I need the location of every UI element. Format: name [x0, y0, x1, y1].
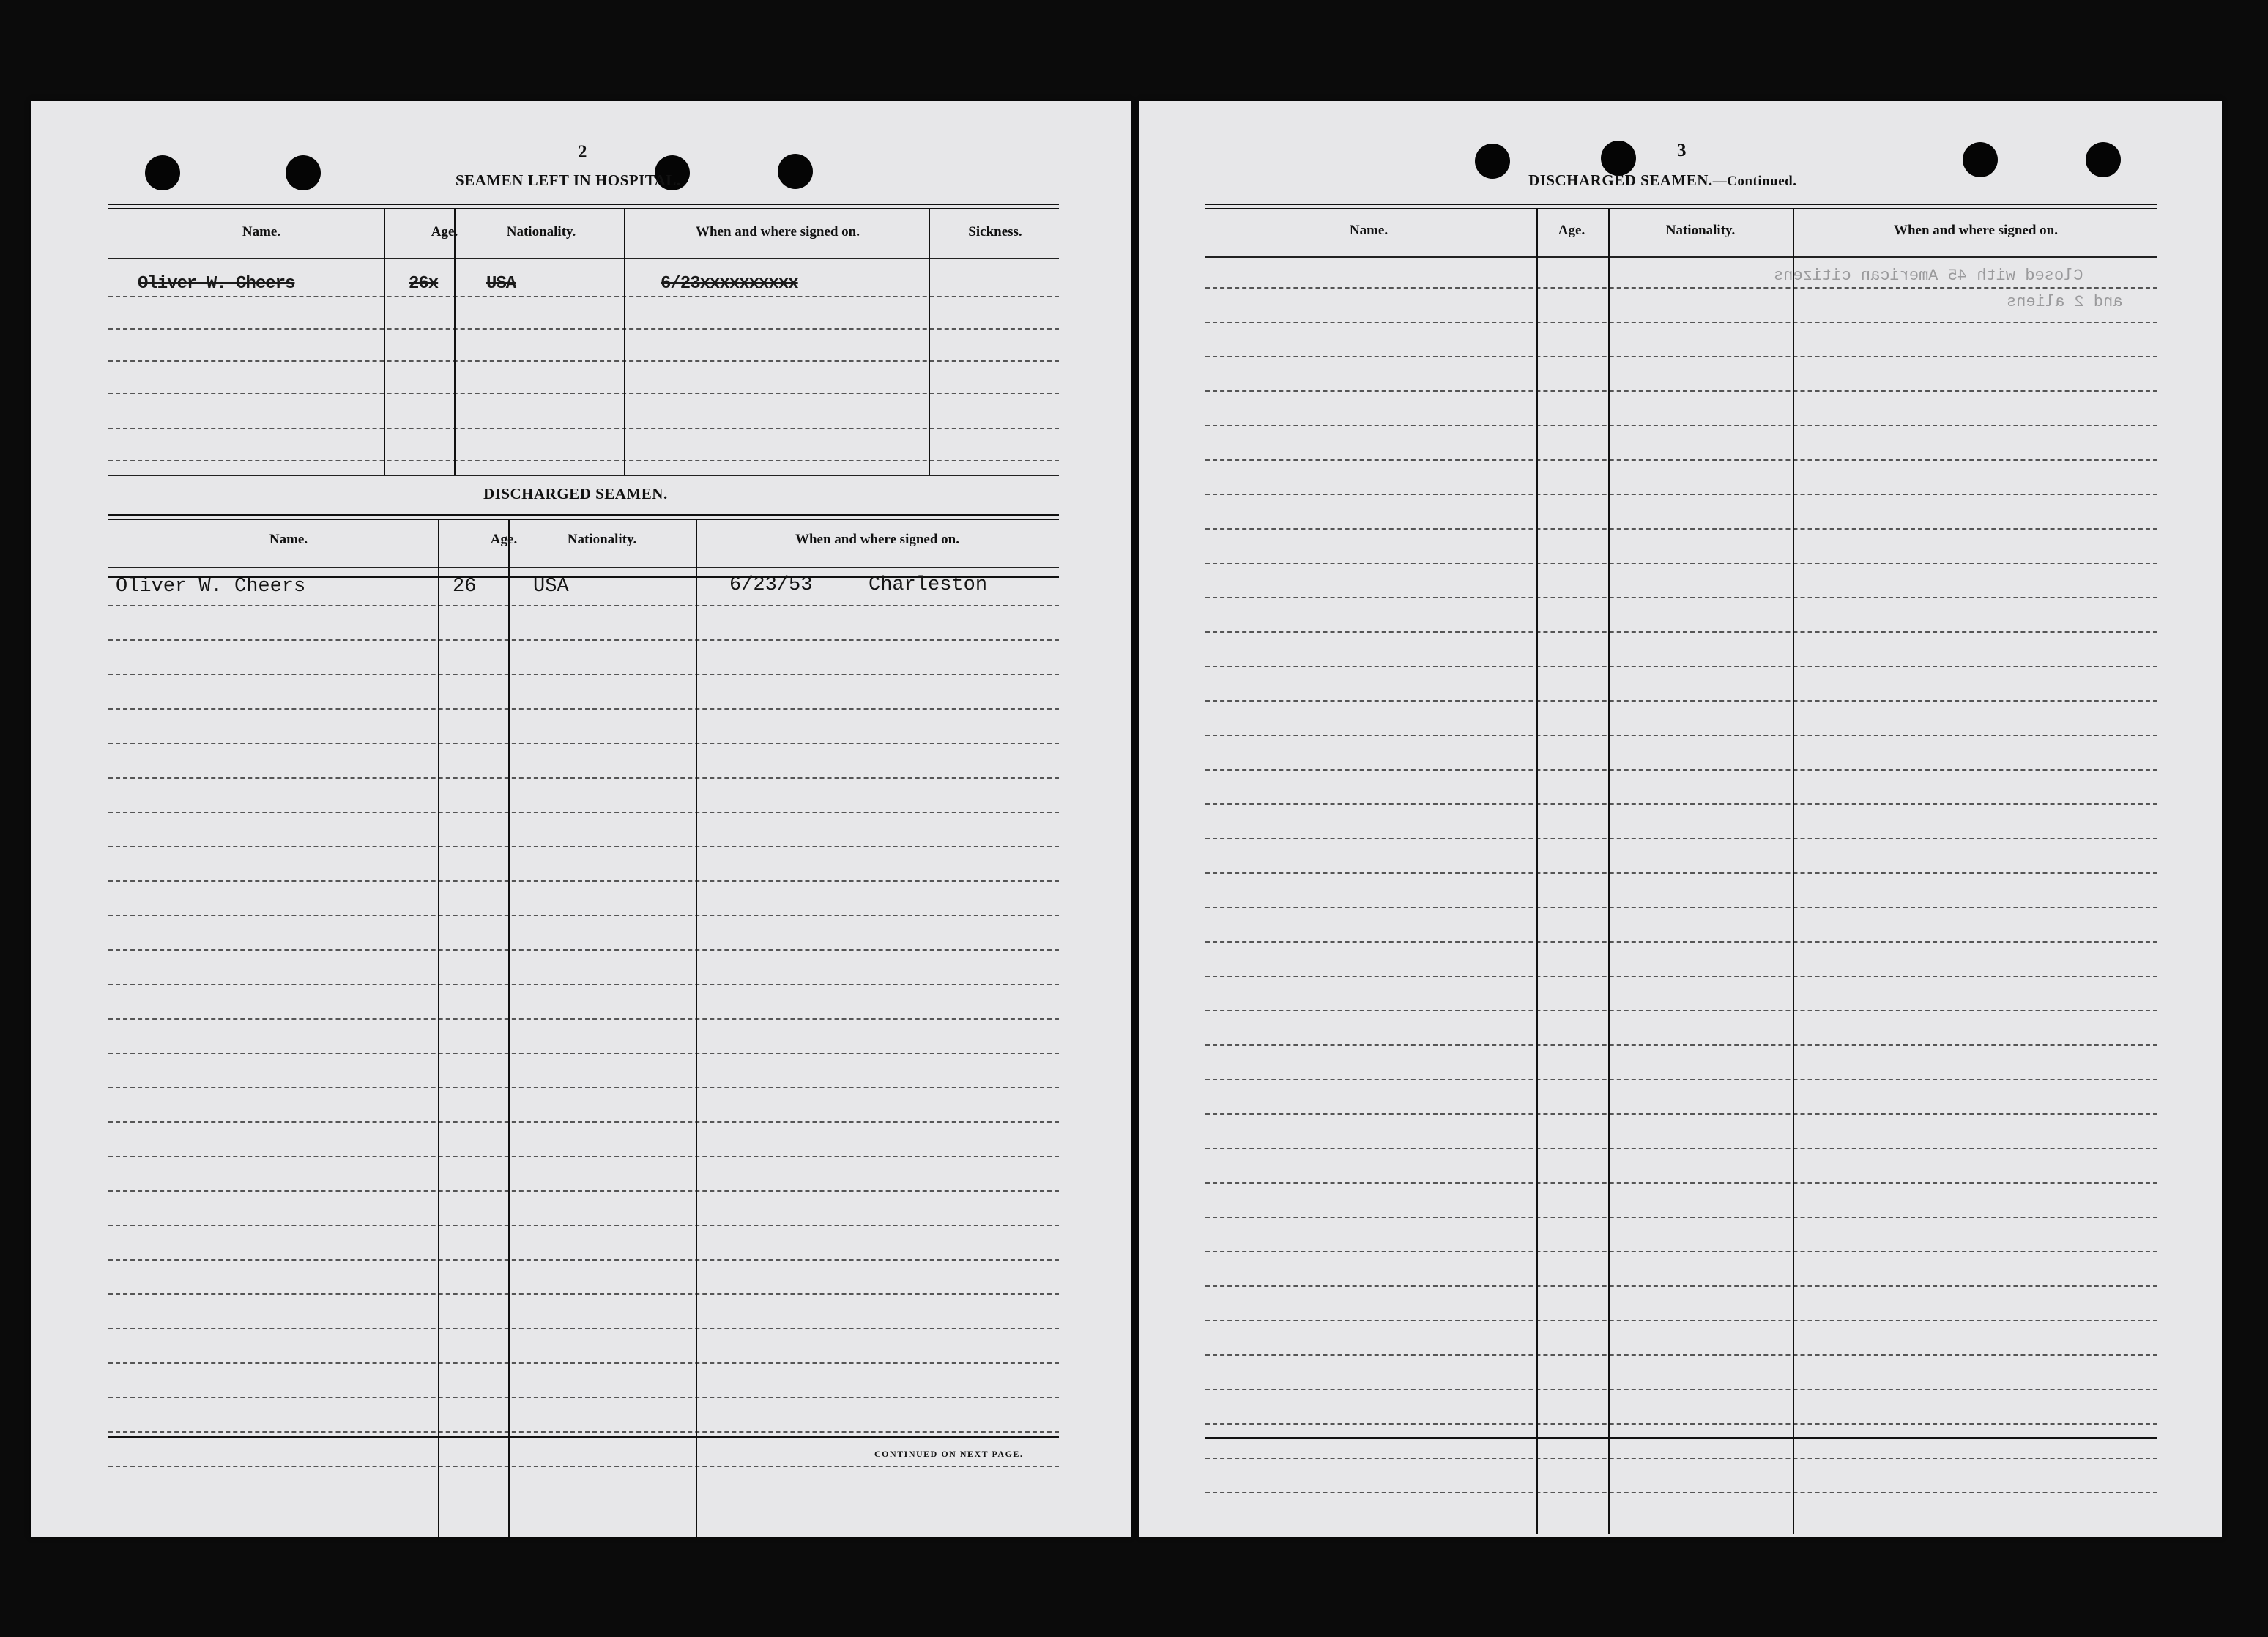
col-nationality: Nationality. [506, 224, 576, 240]
ruled-line [1205, 976, 2157, 977]
header-rule [1205, 256, 2157, 258]
ruled-line [108, 360, 1059, 362]
ruled-line [108, 1053, 1059, 1054]
ruled-line [1205, 1148, 2157, 1149]
ruled-line [1205, 1389, 2157, 1390]
ruled-line [108, 1362, 1059, 1364]
ruled-line [108, 1156, 1059, 1157]
ruled-line [1205, 700, 2157, 702]
ruled-line [1205, 769, 2157, 771]
col-name: Name. [242, 224, 281, 240]
ruled-line [108, 1087, 1059, 1088]
ruled-line [1205, 1217, 2157, 1218]
punch-hole [778, 154, 813, 189]
ruled-line [108, 812, 1059, 813]
ruled-line [108, 1259, 1059, 1261]
ruled-line [108, 915, 1059, 916]
ruled-line [1205, 1320, 2157, 1321]
table-top-rule [1205, 204, 2157, 209]
ruled-line [1205, 597, 2157, 598]
hospital-row-age: 26x [409, 274, 439, 294]
show-through-text: Closed with 45 American citizens [1774, 267, 2083, 285]
ruled-line [1205, 563, 2157, 564]
ruled-line [108, 328, 1059, 330]
ruled-line [108, 743, 1059, 744]
ruled-line [1205, 356, 2157, 357]
footer-note: CONTINUED ON NEXT PAGE. [874, 1449, 1024, 1459]
ruled-line [108, 1225, 1059, 1226]
discharged-row-date: 6/23/53 [729, 574, 813, 596]
ruled-line [108, 708, 1059, 710]
ruled-line [108, 1466, 1059, 1467]
ruled-line [1205, 1010, 2157, 1011]
ruled-line [1205, 1079, 2157, 1080]
col-nationality: Nationality. [567, 532, 637, 547]
ruled-line [1205, 872, 2157, 874]
ruled-line [1205, 390, 2157, 392]
ruled-line [1205, 287, 2157, 289]
col-nationality: Nationality. [1665, 223, 1736, 238]
ruled-line [108, 1397, 1059, 1398]
col-divider [438, 519, 439, 1537]
ruled-line [108, 605, 1059, 606]
show-through-text: and 2 aliens [2007, 293, 2123, 311]
right-page [1139, 101, 2222, 1537]
discharged-row-age: 26 [453, 576, 477, 598]
table-bottom-rule [108, 1436, 1059, 1438]
ruled-line [1205, 1113, 2157, 1115]
ruled-line [1205, 666, 2157, 667]
col-age: Age. [490, 532, 518, 547]
col-signed-on: When and where signed on. [1893, 223, 2058, 238]
page-number: 3 [1677, 141, 1687, 160]
ruled-line [108, 460, 1059, 461]
col-age: Age. [431, 224, 458, 240]
ruled-line [1205, 322, 2157, 323]
col-sickness: Sickness. [968, 224, 1022, 240]
punch-hole [1475, 144, 1510, 179]
col-name: Name. [269, 532, 308, 547]
table-top-rule [108, 514, 1059, 520]
col-signed-on: When and where signed on. [795, 532, 959, 547]
col-divider [624, 208, 625, 475]
ruled-line [108, 846, 1059, 847]
ruled-line [1205, 631, 2157, 633]
ruled-line [1205, 494, 2157, 495]
header-rule [108, 567, 1059, 568]
ruled-line [108, 880, 1059, 882]
ruled-line [108, 393, 1059, 394]
discharged-section-title: DISCHARGED SEAMEN. [483, 485, 668, 502]
ruled-line [108, 1121, 1059, 1123]
ruled-line [1205, 1354, 2157, 1356]
table-bottom-rule [1205, 1437, 2157, 1439]
punch-hole [1601, 141, 1636, 176]
ruled-line [1205, 941, 2157, 943]
ruled-line [1205, 1423, 2157, 1425]
left-page [31, 101, 1131, 1537]
punch-hole [145, 155, 180, 190]
discharged-row-place: Charleston [869, 574, 988, 596]
ruled-line [108, 1328, 1059, 1329]
ruled-line [108, 777, 1059, 779]
col-divider [929, 208, 930, 475]
title-suffix: —Continued. [1712, 174, 1797, 189]
col-divider [454, 208, 456, 475]
col-signed-on: When and where signed on. [695, 224, 860, 240]
table-bottom-rule [108, 475, 1059, 476]
ruled-line [1205, 1251, 2157, 1252]
col-name: Name. [1349, 223, 1388, 238]
ruled-line [108, 1431, 1059, 1433]
discharged-row-nationality: USA [533, 576, 569, 598]
ruled-line [1205, 803, 2157, 805]
header-rule [108, 258, 1059, 259]
ruled-line [108, 1018, 1059, 1020]
col-divider [1793, 208, 1794, 1534]
col-age: Age. [1558, 223, 1585, 238]
ruled-line [1205, 1492, 2157, 1493]
ruled-line [1205, 907, 2157, 908]
discharged-row-name: Oliver W. Cheers [116, 576, 306, 598]
hospital-row-nationality: USA [486, 274, 516, 294]
col-divider [696, 519, 697, 1537]
col-divider [508, 519, 510, 1537]
title-main: DISCHARGED SEAMEN. [1528, 171, 1713, 189]
ruled-line [108, 949, 1059, 951]
ruled-line [1205, 1458, 2157, 1459]
ruled-line [108, 428, 1059, 429]
ruled-line [1205, 459, 2157, 461]
ruled-line [1205, 1285, 2157, 1287]
ruled-line [1205, 1044, 2157, 1046]
hospital-row-name: Oliver W. Cheers [138, 274, 295, 294]
ruled-line [1205, 425, 2157, 426]
ruled-line [1205, 838, 2157, 839]
table-top-rule [108, 204, 1059, 209]
punch-hole [286, 155, 321, 190]
page-title [1528, 171, 1796, 190]
ruled-line [108, 674, 1059, 675]
col-divider [384, 208, 385, 475]
ruled-line [108, 984, 1059, 985]
punch-hole [1963, 142, 1998, 177]
hospital-row-signed-on: 6/23xxxxxxxxxx [661, 274, 798, 294]
ruled-line [108, 296, 1059, 297]
ruled-line [108, 1293, 1059, 1295]
hospital-section-title: SEAMEN LEFT IN HOSPITAL. [456, 171, 681, 189]
ruled-line [1205, 735, 2157, 736]
page-number: 2 [578, 142, 587, 162]
ruled-line [108, 1190, 1059, 1192]
punch-hole [2086, 142, 2121, 177]
col-divider [1536, 208, 1538, 1534]
col-divider [1608, 208, 1610, 1534]
ruled-line [1205, 528, 2157, 530]
ruled-line [1205, 1182, 2157, 1184]
ruled-line [108, 639, 1059, 641]
